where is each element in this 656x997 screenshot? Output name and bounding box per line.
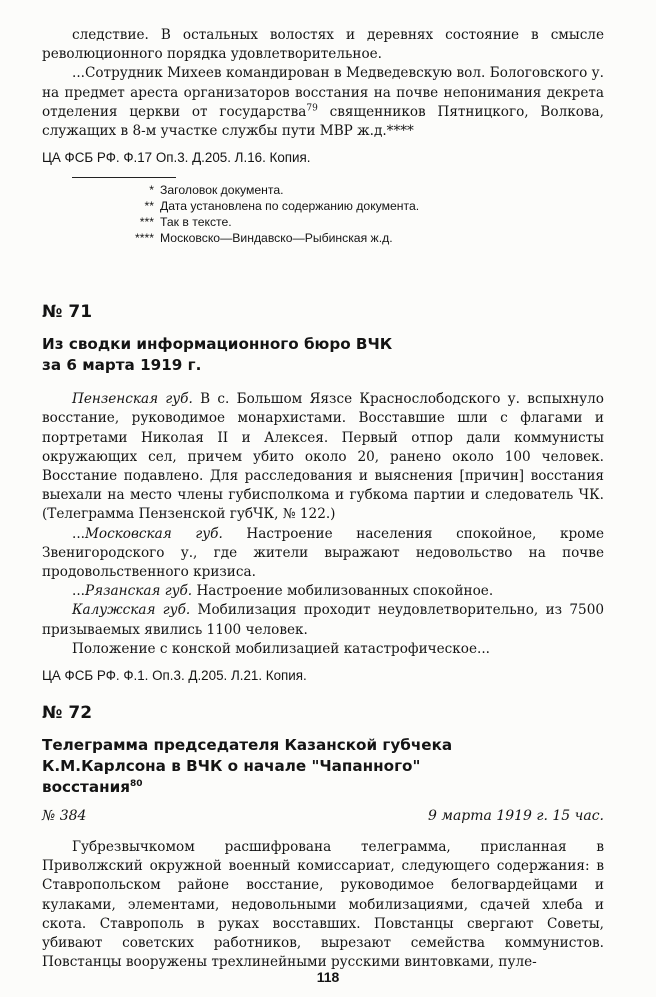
document-meta <box>42 808 604 824</box>
document-reg-number: № 384 <box>42 808 87 825</box>
paragraph: ...Московская губ. Настроение населения спокойное, кроме Звенигородского у., где жители выражают недовольство на почве продовольственного кризиса. <box>42 525 604 581</box>
paragraph: Губрезвычкомом расшифрована телеграмма, присланная в Приволжский окружной военный комиссариат, следующего содержания: в Ставропольском районе восстание, руководимое белогвардейцами и кулаками, элементами, недовольными мобилизациями, сдачей хлеба и скота. Ставрополь в руках восставших. Повстанцы свергают Советы, убивают советских работников, вырезают семейства коммунистов. Повстанцы вооружены трехлинейными русскими винтовками, пуле- <box>42 839 604 971</box>
paragraph: ...Сотрудник Михеев командирован в Медведевскую вол. Бологовского у. на предмет ареста организаторов восстания на почве непонимания декрета отделения церкви от государства$^{79}$ священников Пятницкого, Волкова, служащих в 8-м участке службы пути МВР ж.д.**** <box>42 65 604 140</box>
footnote: *** Так в тексте. <box>139 215 232 230</box>
archive-source: ЦА ФСБ РФ. Ф.1. Оп.3. Д.205. Л.21. Копия. <box>42 668 307 684</box>
page-content <box>42 26 604 972</box>
footnote-ref: 80 <box>130 779 143 789</box>
page-number: 118 <box>316 969 340 985</box>
footnote: ** Дата установлена по содержанию документа. <box>144 199 420 214</box>
document-title: Из сводки информационного бюро ВЧК за 6 марта 1919 г. <box>42 335 393 375</box>
archive-source: ЦА ФСБ РФ. Ф.17 Оп.3. Д.205. Л.16. Копия. <box>42 150 311 166</box>
document-number: № 72 <box>42 703 93 724</box>
footnote: **** Московско—Виндавско—Рыбинская ж.д. <box>135 231 393 246</box>
document-number: № 71 <box>42 302 93 323</box>
paragraph: Пензенская губ. В с. Большом Яязсе Краснослободского у. вспыхнуло восстание, руководимое монархистами. Восставшие шли с флагами и портретами Николая II и Алексея. Первый отпор дали коммунисты окружающих сел, причем убито около 20, ранено около 100 человек. Восстание подавлено. Для расследования и выяснения [причин] восстания выехали на место члены губисполкома и губкома партии и следователь ЧК. (Телеграмма Пензенской губЧК, № 122.) <box>42 391 604 523</box>
document-title: Телеграмма председателя Казанской губчека К.М.Карлсона в ВЧК о начале "Чапанного" восстания$^{80}$ <box>42 736 453 797</box>
paragraph: Калужская губ. Мобилизация проходит неудовлетворительно, из 7500 призываемых явились 1100 человек. <box>42 602 604 638</box>
footnote-ref: 79 <box>306 103 318 114</box>
paragraph: Положение с конской мобилизацией катастрофическое... <box>72 640 490 657</box>
paragraph: следствие. В остальных волостях и деревнях состояние в смысле революционного порядка удовлетворительное. <box>42 27 604 63</box>
paragraph: ...Рязанская губ. Настроение мобилизованных спокойное. <box>72 583 494 600</box>
footnote-divider <box>72 177 176 178</box>
footnotes <box>42 182 604 246</box>
document-date: 9 марта 1919 г. 15 час. <box>427 808 604 825</box>
footnote: * Заголовок документа. <box>149 183 284 198</box>
